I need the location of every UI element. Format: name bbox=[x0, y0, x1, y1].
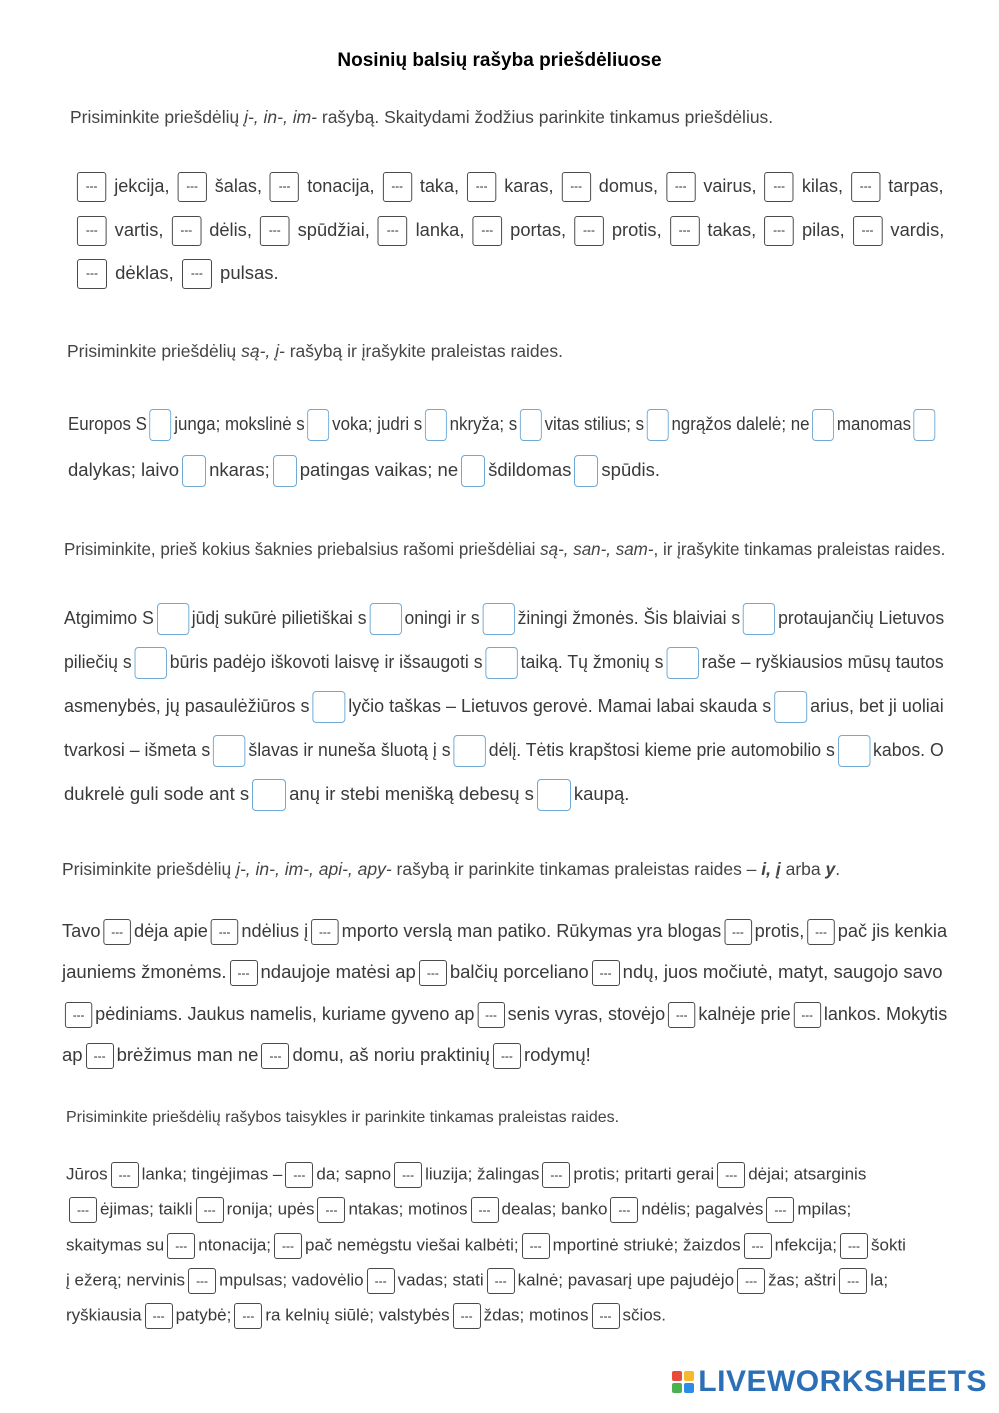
exercise-line bbox=[62, 919, 947, 945]
answer-blank[interactable]: --- bbox=[493, 1043, 521, 1069]
word-fragment: dalykas; laivo bbox=[68, 458, 180, 480]
instruction-text: rašybą ir parinkite tinkamas praleistas raides – bbox=[391, 859, 762, 879]
exercise-line bbox=[74, 259, 279, 289]
answer-blank[interactable]: --- bbox=[317, 1197, 345, 1223]
word-fragment: asmenybės, jų pasaulėžiūros s bbox=[64, 694, 310, 716]
prefix-list: są-, į- bbox=[241, 341, 285, 361]
word-fragment: šokti bbox=[871, 1235, 906, 1255]
answer-blank[interactable]: --- bbox=[274, 1233, 302, 1259]
answer-blank[interactable]: --- bbox=[764, 216, 794, 246]
instruction-1 bbox=[70, 107, 773, 128]
answer-blank[interactable] bbox=[914, 409, 936, 441]
word-fragment: mpulsas; vadovėlio bbox=[219, 1270, 364, 1290]
answer-blank[interactable]: --- bbox=[453, 1303, 481, 1329]
instruction-text: Prisiminkite priešdėlių bbox=[62, 859, 237, 879]
answer-blank[interactable] bbox=[369, 603, 401, 635]
answer-blank[interactable]: --- bbox=[851, 172, 880, 202]
answer-blank[interactable]: --- bbox=[394, 1162, 422, 1188]
word-fragment: protaujančių Lietuvos bbox=[778, 606, 945, 628]
word-fragment: jauniems žmonėms. bbox=[62, 960, 227, 982]
word-fragment: patingas vaikas; ne bbox=[299, 458, 459, 480]
instruction-text: Prisiminkite, prieš kokius šaknies priebalsius rašomi priešdėliai bbox=[64, 539, 541, 559]
word-fragment: da; sapno bbox=[316, 1164, 392, 1184]
word-fragment: mpilas; bbox=[797, 1199, 852, 1219]
answer-blank[interactable]: --- bbox=[574, 216, 604, 246]
word-fragment: lankos. Mokytis bbox=[823, 1002, 948, 1024]
exercise-line bbox=[74, 216, 944, 246]
exercise-line bbox=[74, 172, 944, 202]
word-fragment: protis, bbox=[754, 919, 805, 941]
word-fragment: šlavas ir nuneša šluotą į s bbox=[248, 738, 451, 760]
instruction-text: Prisiminkite priešdėlių bbox=[67, 341, 242, 361]
answer-blank[interactable]: --- bbox=[261, 1043, 289, 1069]
answer-blank[interactable]: --- bbox=[177, 172, 206, 202]
answer-blank[interactable]: --- bbox=[670, 216, 700, 246]
answer-blank[interactable]: --- bbox=[561, 172, 590, 202]
answer-blank[interactable]: --- bbox=[592, 960, 620, 986]
answer-blank[interactable] bbox=[485, 647, 517, 679]
word-fragment: tonacija, bbox=[302, 174, 380, 196]
word-fragment: jūdį sukūrė pilietiškai s bbox=[191, 606, 367, 628]
word-fragment: nkryža; s bbox=[449, 412, 518, 434]
answer-blank[interactable] bbox=[743, 603, 775, 635]
prefix-list: į-, in-, im-, api-, apy- bbox=[236, 859, 392, 879]
answer-blank[interactable]: --- bbox=[211, 919, 239, 945]
word-fragment: portas, bbox=[505, 218, 572, 240]
answer-blank[interactable]: --- bbox=[766, 1197, 794, 1223]
word-fragment: protis; pritarti gerai bbox=[573, 1164, 715, 1184]
word-fragment: vadas; stati bbox=[397, 1270, 484, 1290]
word-fragment: ntonacija; bbox=[198, 1235, 272, 1255]
instruction-2 bbox=[67, 341, 563, 362]
answer-blank[interactable]: --- bbox=[592, 1303, 620, 1329]
answer-blank[interactable]: --- bbox=[77, 172, 106, 202]
word-fragment: nfekcija; bbox=[774, 1235, 837, 1255]
instruction-text: . bbox=[835, 859, 841, 879]
word-fragment: ronija; upės bbox=[226, 1199, 315, 1219]
answer-blank[interactable]: --- bbox=[77, 216, 107, 246]
word-fragment: pač nemėgstu viešai kalbėti; bbox=[305, 1235, 519, 1255]
exercise-line bbox=[68, 455, 660, 487]
answer-blank[interactable]: --- bbox=[311, 919, 339, 945]
word-fragment: kalnė; pavasarį upe pajudėjo bbox=[517, 1270, 735, 1290]
answer-blank[interactable]: --- bbox=[542, 1162, 570, 1188]
word-fragment: žas; aštri bbox=[768, 1270, 837, 1290]
exercise-line bbox=[66, 1162, 866, 1188]
word-fragment: la; bbox=[870, 1270, 889, 1290]
word-fragment: skaitymas su bbox=[66, 1235, 165, 1255]
exercise-line bbox=[64, 691, 944, 723]
instruction-4 bbox=[62, 859, 840, 880]
word-fragment: patybė; bbox=[175, 1305, 232, 1325]
instruction-text: rašybą. Skaitydami žodžius parinkite tinkamus priešdėlius. bbox=[317, 107, 774, 127]
answer-blank[interactable] bbox=[482, 603, 514, 635]
word-fragment: dukrelė guli sode ant s bbox=[64, 782, 250, 804]
answer-blank[interactable] bbox=[838, 735, 870, 767]
word-fragment: ryškiausia bbox=[66, 1305, 142, 1325]
word-fragment: kaupą. bbox=[573, 782, 630, 804]
worksheet-title: Nosinių balsių rašyba priešdėliuose bbox=[337, 50, 662, 71]
word-fragment: tarpas, bbox=[883, 174, 944, 196]
word-fragment: šalas, bbox=[209, 174, 268, 196]
word-fragment: ėjimas; taikli bbox=[100, 1199, 193, 1219]
exercise-line bbox=[62, 1002, 947, 1028]
word-fragment: dėja apie bbox=[133, 919, 208, 941]
word-fragment: karas, bbox=[499, 174, 559, 196]
word-fragment: domus, bbox=[593, 174, 664, 196]
word-fragment: Europos S bbox=[68, 412, 147, 434]
instruction-5 bbox=[66, 1109, 619, 1127]
word-fragment: ndėlius į bbox=[241, 919, 309, 941]
answer-blank[interactable] bbox=[453, 735, 485, 767]
answer-blank[interactable] bbox=[425, 409, 447, 441]
liveworksheets-logo bbox=[672, 1365, 987, 1399]
word-fragment: domu, aš noriu praktinių bbox=[292, 1043, 490, 1065]
word-fragment: ndaujoje matėsi ap bbox=[260, 960, 416, 982]
answer-blank[interactable]: --- bbox=[477, 1002, 504, 1028]
answer-blank[interactable]: --- bbox=[666, 172, 695, 202]
answer-blank[interactable]: --- bbox=[172, 216, 202, 246]
answer-blank[interactable] bbox=[135, 647, 167, 679]
answer-option: y bbox=[825, 859, 836, 879]
answer-blank[interactable] bbox=[157, 603, 189, 635]
answer-blank[interactable] bbox=[520, 409, 542, 441]
word-fragment: žiningi žmonės. Šis blaiviai s bbox=[517, 606, 741, 628]
word-fragment: lanka, bbox=[410, 218, 470, 240]
answer-blank[interactable]: --- bbox=[487, 1268, 515, 1294]
answer-blank[interactable] bbox=[774, 691, 807, 723]
word-fragment: raše – ryškiausios mūsų tautos bbox=[701, 650, 944, 672]
answer-blank[interactable]: --- bbox=[196, 1197, 224, 1223]
word-fragment: mporto verslą man patiko. Rūkymas yra blogas bbox=[341, 919, 722, 941]
answer-blank[interactable]: --- bbox=[794, 1002, 821, 1028]
answer-blank[interactable]: --- bbox=[260, 216, 290, 246]
answer-blank[interactable]: --- bbox=[472, 216, 502, 246]
word-fragment: arius, bet ji uoliai bbox=[810, 694, 944, 716]
word-fragment: kalnėje prie bbox=[698, 1002, 791, 1024]
word-fragment: balčių porceliano bbox=[449, 960, 589, 982]
answer-blank[interactable]: --- bbox=[182, 259, 212, 289]
answer-blank[interactable] bbox=[666, 647, 698, 679]
exercise-line bbox=[64, 647, 944, 679]
instruction-text: arba bbox=[780, 859, 826, 879]
word-fragment: ndėlis; pagalvės bbox=[641, 1199, 764, 1219]
answer-blank[interactable]: --- bbox=[471, 1197, 499, 1223]
answer-blank[interactable]: --- bbox=[467, 172, 496, 202]
answer-blank[interactable]: --- bbox=[103, 919, 131, 945]
answer-blank[interactable]: --- bbox=[744, 1233, 772, 1259]
answer-blank[interactable]: --- bbox=[111, 1162, 139, 1188]
answer-blank[interactable] bbox=[647, 409, 669, 441]
answer-blank[interactable] bbox=[150, 409, 172, 441]
exercise-line bbox=[66, 1197, 851, 1223]
answer-blank[interactable]: --- bbox=[807, 919, 835, 945]
word-fragment: ntakas; motinos bbox=[348, 1199, 468, 1219]
answer-blank[interactable]: --- bbox=[378, 216, 408, 246]
word-fragment: kilas, bbox=[796, 174, 849, 196]
answer-blank[interactable]: --- bbox=[839, 1268, 867, 1294]
word-fragment: Atgimimo S bbox=[64, 606, 154, 628]
answer-blank[interactable]: --- bbox=[145, 1303, 173, 1329]
answer-blank[interactable] bbox=[537, 779, 571, 811]
word-fragment: vartis, bbox=[109, 218, 169, 240]
word-fragment: brėžimus man ne bbox=[116, 1043, 259, 1065]
instruction-3 bbox=[64, 539, 945, 560]
word-fragment: vairus, bbox=[698, 174, 762, 196]
prefix-list: į-, in-, im- bbox=[244, 107, 317, 127]
instruction-text: rašybą ir įrašykite praleistas raides. bbox=[284, 341, 563, 361]
answer-option: i, į bbox=[761, 859, 781, 879]
answer-blank[interactable] bbox=[812, 409, 834, 441]
word-fragment: dėlis, bbox=[204, 218, 257, 240]
answer-blank[interactable]: --- bbox=[610, 1197, 638, 1223]
answer-blank[interactable]: --- bbox=[717, 1162, 745, 1188]
word-fragment: nkaras; bbox=[209, 458, 270, 480]
word-fragment: mportinė striukė; žaizdos bbox=[552, 1235, 741, 1255]
answer-blank[interactable]: --- bbox=[853, 216, 883, 246]
word-fragment: dealas; banko bbox=[501, 1199, 608, 1219]
word-fragment: liuzija; žalingas bbox=[425, 1164, 540, 1184]
word-fragment: voka; judri s bbox=[332, 412, 423, 434]
answer-blank[interactable]: --- bbox=[167, 1233, 195, 1259]
answer-blank[interactable]: --- bbox=[285, 1162, 313, 1188]
prefix-list: są-, san-, sam- bbox=[540, 539, 654, 559]
answer-blank[interactable]: --- bbox=[668, 1002, 695, 1028]
word-fragment: pilas, bbox=[796, 218, 850, 240]
answer-blank[interactable]: --- bbox=[188, 1268, 216, 1294]
exercise-line bbox=[64, 603, 944, 635]
answer-blank[interactable]: --- bbox=[724, 919, 752, 945]
answer-blank[interactable]: --- bbox=[367, 1268, 395, 1294]
word-fragment: į ežerą; nervinis bbox=[66, 1270, 186, 1290]
logo-text: LIVEWORKSHEETS bbox=[698, 1365, 987, 1398]
word-fragment: piliečių s bbox=[64, 650, 132, 672]
answer-blank[interactable]: --- bbox=[419, 960, 447, 986]
word-fragment: pač jis kenkia bbox=[837, 919, 948, 941]
answer-blank[interactable] bbox=[574, 455, 598, 487]
word-fragment: jekcija, bbox=[109, 174, 175, 196]
answer-blank[interactable]: --- bbox=[765, 172, 794, 202]
word-fragment: pėdiniams. Jaukus namelis, kuriame gyveno ap bbox=[95, 1002, 475, 1024]
word-fragment: vitas stilius; s bbox=[544, 412, 645, 434]
answer-blank[interactable]: --- bbox=[65, 1002, 92, 1028]
answer-blank[interactable] bbox=[312, 691, 345, 723]
instruction-text: Prisiminkite priešdėlių rašybos taisykles ir parinkite tinkamas praleistas raides. bbox=[66, 1109, 620, 1126]
word-fragment: lanka; tingėjimas – bbox=[141, 1164, 283, 1184]
word-fragment: senis vyras, stovėjo bbox=[507, 1002, 666, 1024]
word-fragment: dėlį. Tėtis krapštosi kieme prie automobilio s bbox=[488, 738, 835, 760]
word-fragment: takas, bbox=[702, 218, 762, 240]
word-fragment: taka, bbox=[414, 174, 465, 196]
word-fragment: manomas bbox=[836, 412, 912, 434]
exercise-line bbox=[66, 1303, 666, 1329]
answer-blank[interactable] bbox=[252, 779, 286, 811]
answer-blank[interactable]: --- bbox=[86, 1043, 114, 1069]
word-fragment: tvarkosi – išmeta s bbox=[64, 738, 211, 760]
answer-blank[interactable]: --- bbox=[737, 1268, 765, 1294]
word-fragment: anų ir stebi menišką debesų s bbox=[289, 782, 534, 804]
answer-blank[interactable]: --- bbox=[383, 172, 412, 202]
instruction-text: Prisiminkite priešdėlių bbox=[70, 107, 245, 127]
word-fragment: būris padėjo iškovoti laisvę ir išsaugoti s bbox=[169, 650, 483, 672]
answer-blank[interactable]: --- bbox=[522, 1233, 550, 1259]
answer-blank[interactable] bbox=[182, 455, 206, 487]
exercise-line bbox=[66, 1268, 888, 1294]
word-fragment: ra kelnių siūlė; valstybės bbox=[265, 1305, 450, 1325]
word-fragment: kabos. O bbox=[873, 738, 944, 760]
exercise-line bbox=[68, 409, 938, 441]
answer-blank[interactable]: --- bbox=[840, 1233, 868, 1259]
word-fragment: rodymų! bbox=[523, 1043, 591, 1065]
exercise-line bbox=[62, 1043, 591, 1069]
word-fragment: junga; mokslinė s bbox=[174, 412, 305, 434]
answer-blank[interactable]: --- bbox=[234, 1303, 262, 1329]
answer-blank[interactable] bbox=[213, 735, 245, 767]
word-fragment: ngrąžos dalelė; ne bbox=[671, 412, 810, 434]
exercise-line bbox=[62, 960, 942, 986]
exercise-line bbox=[64, 779, 629, 811]
answer-blank[interactable]: --- bbox=[77, 259, 107, 289]
instruction-text: , ir įrašykite tinkamas praleistas raides. bbox=[653, 539, 946, 559]
word-fragment: Jūros bbox=[66, 1164, 108, 1184]
answer-blank[interactable]: --- bbox=[230, 960, 258, 986]
word-fragment: dėjai; atsarginis bbox=[748, 1164, 867, 1184]
word-fragment: protis, bbox=[606, 218, 667, 240]
word-fragment: ndų, juos močiutė, matyt, saugojo savo bbox=[622, 960, 943, 982]
word-fragment: Tavo bbox=[62, 919, 101, 941]
answer-blank[interactable]: --- bbox=[69, 1197, 97, 1223]
word-fragment: pulsas. bbox=[214, 261, 279, 283]
word-fragment: oningi ir s bbox=[404, 606, 480, 628]
word-fragment: sčios. bbox=[622, 1305, 666, 1325]
word-fragment: ždas; motinos bbox=[483, 1305, 589, 1325]
word-fragment: vardis, bbox=[885, 218, 945, 240]
word-fragment: lyčio taškas – Lietuvos gerovė. Mamai labai skauda s bbox=[348, 694, 772, 716]
answer-blank[interactable] bbox=[273, 455, 297, 487]
word-fragment: ap bbox=[62, 1043, 83, 1065]
word-fragment: dėklas, bbox=[110, 261, 179, 283]
logo-mark-icon bbox=[672, 1371, 694, 1393]
answer-blank[interactable] bbox=[461, 455, 485, 487]
exercise-line bbox=[66, 1233, 906, 1259]
answer-blank[interactable]: --- bbox=[270, 172, 299, 202]
answer-blank[interactable] bbox=[307, 409, 329, 441]
exercise-line bbox=[64, 735, 944, 767]
word-fragment: taiką. Tų žmonių s bbox=[520, 650, 664, 672]
word-fragment: spūdis. bbox=[601, 458, 661, 480]
word-fragment: spūdžiai, bbox=[292, 218, 375, 240]
word-fragment: šdildomas bbox=[488, 458, 572, 480]
